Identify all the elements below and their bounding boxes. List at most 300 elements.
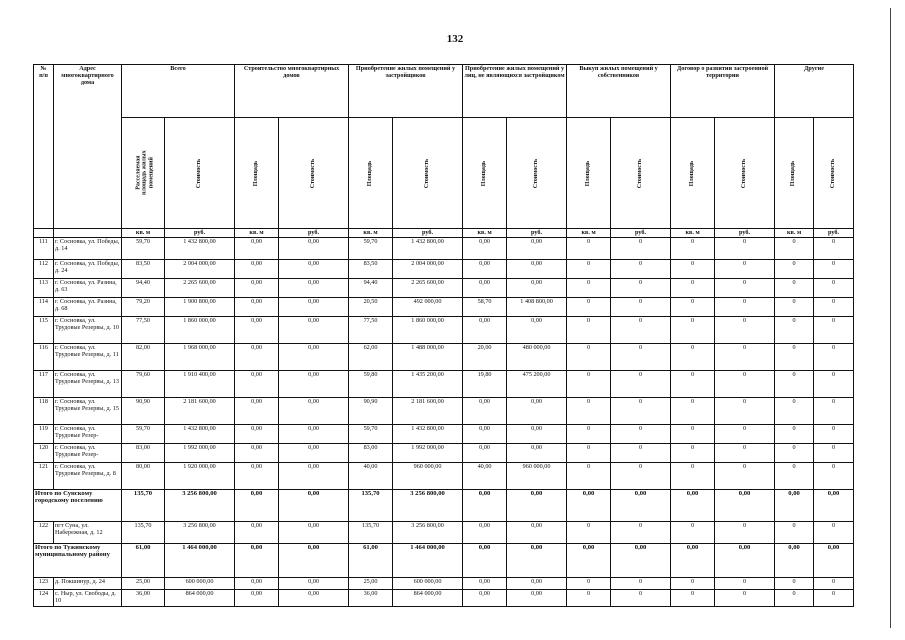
row-value: 0	[715, 444, 775, 463]
row-value: 59,80	[349, 371, 393, 398]
row-value: 0,00	[279, 398, 349, 425]
unit-area: кв. м	[671, 229, 715, 238]
row-value: 0	[715, 463, 775, 490]
row-value: 0,00	[567, 544, 611, 578]
row-value: 0	[611, 317, 671, 344]
row-number: 117	[34, 371, 54, 398]
row-value: 20,00	[463, 344, 507, 371]
row-value: 25,00	[349, 578, 393, 590]
header-row-groups	[34, 65, 854, 118]
row-value: 1 432 800,00	[393, 238, 463, 260]
row-value: 0,00	[279, 344, 349, 371]
row-value: 0	[611, 590, 671, 607]
row-address: г. Сосновка, ул. Трудовые Резер-	[54, 444, 122, 463]
row-address: пгт Суна, ул. Набережная, д. 12	[54, 522, 122, 544]
row-value: 0,00	[279, 279, 349, 298]
row-value: 1 860 000,00	[165, 317, 235, 344]
table-row	[34, 590, 854, 607]
row-value: 0,00	[235, 578, 279, 590]
row-value: 3 256 800,00	[393, 522, 463, 544]
row-value: 0,00	[463, 279, 507, 298]
row-value: 0	[715, 344, 775, 371]
header-group-construction: Строительство многоквартирных домов	[235, 65, 349, 118]
row-value: 960 000,00	[507, 463, 567, 490]
row-value: 0,00	[567, 490, 611, 522]
table-row	[34, 260, 854, 279]
row-address: г. Сосновка, ул. Победы, д. 24	[54, 260, 122, 279]
row-value: 135,70	[349, 522, 393, 544]
row-value: 135,70	[349, 490, 393, 522]
row-value: 0	[611, 463, 671, 490]
row-value: 0	[715, 578, 775, 590]
row-value: 0	[567, 398, 611, 425]
row-value: 0,00	[235, 260, 279, 279]
row-value: 79,60	[122, 371, 165, 398]
unit-area: кв. м	[122, 229, 165, 238]
row-number: 115	[34, 317, 54, 344]
housing-resettlement-table	[33, 64, 854, 607]
unit-area: кв. м	[349, 229, 393, 238]
unit-area: кв. м	[235, 229, 279, 238]
table-row	[34, 279, 854, 298]
header-group-total: Всего	[122, 65, 235, 118]
row-value: 0	[775, 317, 814, 344]
row-value: 83,50	[122, 260, 165, 279]
row-value: 135,70	[122, 522, 165, 544]
row-value: 864 000,00	[393, 590, 463, 607]
row-address: г. Сосновка, ул. Трудовые Резервы, д. 8	[54, 463, 122, 490]
row-value: 0	[715, 298, 775, 317]
row-value: 0	[567, 444, 611, 463]
row-number: 123	[34, 578, 54, 590]
row-address: с. Ныр, ул. Свободы, д. 10	[54, 590, 122, 607]
header-sub-area: Площадь	[671, 118, 715, 229]
row-value: 36,00	[122, 590, 165, 607]
table-body	[34, 238, 854, 607]
unit-area: кв. м	[775, 229, 814, 238]
row-value: 0	[814, 522, 854, 544]
row-value: 0,00	[279, 317, 349, 344]
row-value: 0,00	[507, 425, 567, 444]
row-value: 0	[567, 578, 611, 590]
row-value: 0,00	[671, 544, 715, 578]
row-value: 2 181 600,00	[165, 398, 235, 425]
row-address: г. Сосновка, ул. Трудовые Резервы, д. 15	[54, 398, 122, 425]
row-value: 94,40	[122, 279, 165, 298]
row-value: 0,00	[507, 522, 567, 544]
row-value: 62,00	[349, 344, 393, 371]
row-value: 3 256 800,00	[393, 490, 463, 522]
row-value: 77,50	[122, 317, 165, 344]
row-value: 83,00	[349, 444, 393, 463]
row-value: 1 432 800,00	[165, 238, 235, 260]
header-sub-cost: Стоимость	[393, 118, 463, 229]
row-number: 121	[34, 463, 54, 490]
row-value: 0	[671, 238, 715, 260]
row-value: 83,50	[349, 260, 393, 279]
header-sub-cost: Стоимость	[814, 118, 854, 229]
row-value: 0	[775, 279, 814, 298]
row-value: 0,00	[775, 544, 814, 578]
row-value: 0	[671, 298, 715, 317]
row-value: 0,00	[235, 522, 279, 544]
row-value: 0,00	[463, 238, 507, 260]
table-row	[34, 578, 854, 590]
row-value: 1 464 000,00	[393, 544, 463, 578]
row-value: 1 920 000,00	[165, 463, 235, 490]
row-value: 0	[567, 238, 611, 260]
row-value: 0,00	[279, 490, 349, 522]
row-value: 0,00	[235, 544, 279, 578]
row-value: 0,00	[463, 425, 507, 444]
row-value: 0	[567, 279, 611, 298]
row-value: 40,00	[463, 463, 507, 490]
row-value: 0	[611, 371, 671, 398]
row-value: 0,00	[611, 490, 671, 522]
row-value: 0,00	[463, 544, 507, 578]
row-number: 124	[34, 590, 54, 607]
row-value: 0,00	[507, 279, 567, 298]
row-value: 0	[671, 425, 715, 444]
row-value: 0	[671, 317, 715, 344]
row-value: 0	[611, 260, 671, 279]
unit-cost: руб.	[393, 229, 463, 238]
row-value: 0,00	[671, 490, 715, 522]
row-value: 0	[567, 590, 611, 607]
row-value: 0	[715, 425, 775, 444]
row-value: 0,00	[507, 444, 567, 463]
row-value: 0,00	[814, 544, 854, 578]
row-value: 0,00	[235, 344, 279, 371]
header-sub-cost: Стоимость	[165, 118, 235, 229]
table-row	[34, 522, 854, 544]
row-value: 135,70	[122, 490, 165, 522]
row-value: 0,00	[235, 238, 279, 260]
row-value: 0,00	[279, 578, 349, 590]
row-value: 1 488 000,00	[393, 344, 463, 371]
row-value: 0,00	[279, 238, 349, 260]
header-sub-cost: Стоимость	[715, 118, 775, 229]
row-value: 0	[671, 371, 715, 398]
table-row	[34, 298, 854, 317]
row-value: 0,00	[235, 463, 279, 490]
row-value: 0	[814, 260, 854, 279]
row-value: 0,00	[463, 317, 507, 344]
row-value: 0	[671, 578, 715, 590]
row-number: 113	[34, 279, 54, 298]
row-value: 0,00	[279, 444, 349, 463]
row-value: 600 000,00	[165, 578, 235, 590]
row-value: 0,00	[235, 298, 279, 317]
unit-cost: руб.	[165, 229, 235, 238]
row-value: 0	[814, 425, 854, 444]
row-value: 0	[611, 238, 671, 260]
row-value: 1 860 000,00	[393, 317, 463, 344]
row-value: 1 435 200,00	[393, 371, 463, 398]
unit-cost: руб.	[611, 229, 671, 238]
header-sub-area: Площадь	[235, 118, 279, 229]
row-value: 0,00	[463, 522, 507, 544]
header-sub-area: Площадь	[775, 118, 814, 229]
row-value: 1 432 800,00	[165, 425, 235, 444]
row-number: 112	[34, 260, 54, 279]
row-value: 0,00	[507, 398, 567, 425]
row-value: 59,70	[122, 425, 165, 444]
row-address: г. Сосновка, ул. Трудовые Резервы, д. 13	[54, 371, 122, 398]
subtotal-label: Итого по Тужинскому муниципальному району	[34, 544, 122, 578]
row-value: 0	[814, 298, 854, 317]
table-row	[34, 238, 854, 260]
unit-area: кв. м	[463, 229, 507, 238]
row-value: 0	[611, 398, 671, 425]
row-address: г. Сосновка, ул. Разина, д. 63	[54, 279, 122, 298]
row-number: 114	[34, 298, 54, 317]
row-value: 0	[715, 260, 775, 279]
row-value: 0	[814, 344, 854, 371]
table-row	[34, 398, 854, 425]
row-address: г. Сосновка, ул. Трудовые Резервы, д. 10	[54, 317, 122, 344]
row-value: 0	[671, 398, 715, 425]
row-value: 0	[567, 260, 611, 279]
table-row	[34, 317, 854, 344]
row-value: 1 968 000,00	[165, 344, 235, 371]
row-value: 0	[775, 425, 814, 444]
row-value: 0,00	[715, 544, 775, 578]
row-value: 0	[611, 425, 671, 444]
row-number: 116	[34, 344, 54, 371]
header-sub-area: Площадь	[463, 118, 507, 229]
row-value: 0	[715, 590, 775, 607]
row-value: 0,00	[463, 490, 507, 522]
row-value: 0,00	[279, 463, 349, 490]
row-value: 0	[775, 522, 814, 544]
row-value: 0,00	[507, 238, 567, 260]
row-value: 1 992 000,00	[393, 444, 463, 463]
row-value: 59,70	[122, 238, 165, 260]
row-value: 0	[611, 279, 671, 298]
row-value: 2 265 600,00	[393, 279, 463, 298]
row-value: 480 000,00	[507, 344, 567, 371]
row-value: 0	[715, 238, 775, 260]
row-value: 0	[671, 444, 715, 463]
row-address: д. Покшинур, д. 24	[54, 578, 122, 590]
row-value: 0	[814, 238, 854, 260]
row-value: 0	[567, 425, 611, 444]
row-value: 0	[814, 590, 854, 607]
row-value: 0	[814, 317, 854, 344]
header-sub-area: Площадь	[349, 118, 393, 229]
row-address: г. Сосновка, ул. Разина, д. 68	[54, 298, 122, 317]
row-value: 0	[775, 298, 814, 317]
row-value: 90,90	[349, 398, 393, 425]
row-value: 0	[775, 463, 814, 490]
row-value: 0	[567, 463, 611, 490]
row-value: 0	[611, 298, 671, 317]
row-value: 40,00	[349, 463, 393, 490]
row-address: г. Сосновка, ул. Трудовые Резервы, д. 11	[54, 344, 122, 371]
row-value: 2 181 600,00	[393, 398, 463, 425]
row-value: 1 408 800,00	[507, 298, 567, 317]
header-sub-cost: Стоимость	[507, 118, 567, 229]
row-value: 61,00	[349, 544, 393, 578]
row-value: 0,00	[279, 425, 349, 444]
row-value: 82,00	[122, 344, 165, 371]
row-value: 77,50	[349, 317, 393, 344]
row-address: г. Сосновка, ул. Трудовые Резер-	[54, 425, 122, 444]
subtotal-row	[34, 490, 854, 522]
row-value: 0,00	[235, 317, 279, 344]
header-group-non-developers: Приобретение жилых помещений у лиц, не являющихся застройщиком	[463, 65, 567, 118]
row-value: 36,00	[349, 590, 393, 607]
row-value: 0	[611, 444, 671, 463]
row-value: 0	[715, 279, 775, 298]
row-value: 0	[671, 260, 715, 279]
row-number: 120	[34, 444, 54, 463]
row-value: 0	[671, 463, 715, 490]
row-value: 1 992 000,00	[165, 444, 235, 463]
row-value: 864 000,00	[165, 590, 235, 607]
row-value: 0,00	[507, 578, 567, 590]
unit-area: кв. м	[567, 229, 611, 238]
row-value: 0,00	[235, 371, 279, 398]
row-value: 3 256 800,00	[165, 522, 235, 544]
row-value: 3 256 800,00	[165, 490, 235, 522]
row-value: 0,00	[463, 590, 507, 607]
row-value: 0,00	[279, 298, 349, 317]
row-value: 0	[775, 578, 814, 590]
row-value: 0,00	[814, 490, 854, 522]
row-value: 0	[611, 344, 671, 371]
row-value: 0	[775, 371, 814, 398]
row-value: 0,00	[715, 490, 775, 522]
row-value: 20,50	[349, 298, 393, 317]
table-row	[34, 444, 854, 463]
row-value: 59,70	[349, 425, 393, 444]
row-value: 0	[814, 578, 854, 590]
row-value: 0	[611, 522, 671, 544]
header-group-territory: Договор о развитии застроенной территории	[671, 65, 775, 118]
row-number: 118	[34, 398, 54, 425]
header-row-subcolumns	[34, 118, 854, 229]
row-value: 0	[715, 317, 775, 344]
header-sub-area: Площадь	[567, 118, 611, 229]
row-value: 19,80	[463, 371, 507, 398]
row-value: 600 000,00	[393, 578, 463, 590]
row-value: 2 004 000,00	[165, 260, 235, 279]
header-sub-cost: Стоимость	[279, 118, 349, 229]
header-sub-area-total: Расселяемая площадь жилых помещений	[122, 118, 165, 229]
row-value: 0	[715, 522, 775, 544]
row-value: 80,00	[122, 463, 165, 490]
row-value: 0	[567, 522, 611, 544]
row-value: 1 900 800,00	[165, 298, 235, 317]
row-value: 0	[671, 590, 715, 607]
row-value: 0,00	[279, 590, 349, 607]
row-value: 0	[671, 522, 715, 544]
row-value: 0	[775, 444, 814, 463]
unit-cost: руб.	[814, 229, 854, 238]
row-value: 0	[567, 317, 611, 344]
row-value: 2 004 000,00	[393, 260, 463, 279]
row-value: 2 265 600,00	[165, 279, 235, 298]
row-value: 61,00	[122, 544, 165, 578]
row-value: 0,00	[507, 490, 567, 522]
row-value: 0,00	[775, 490, 814, 522]
row-value: 0,00	[235, 279, 279, 298]
row-value: 475 200,00	[507, 371, 567, 398]
row-number: 119	[34, 425, 54, 444]
row-value: 0,00	[235, 398, 279, 425]
table-row	[34, 371, 854, 398]
row-value: 0,00	[235, 444, 279, 463]
unit-cost: руб.	[715, 229, 775, 238]
row-value: 0,00	[235, 425, 279, 444]
row-value: 492 000,00	[393, 298, 463, 317]
row-value: 0,00	[279, 371, 349, 398]
row-value: 0,00	[463, 444, 507, 463]
subtotal-row	[34, 544, 854, 578]
row-value: 0,00	[463, 260, 507, 279]
row-value: 0	[775, 590, 814, 607]
row-value: 0,00	[463, 398, 507, 425]
row-value: 0,00	[507, 317, 567, 344]
page-number: 132	[446, 33, 464, 45]
row-value: 0	[775, 398, 814, 425]
row-value: 0	[671, 279, 715, 298]
row-value: 94,40	[349, 279, 393, 298]
row-number: 111	[34, 238, 54, 260]
header-units-row	[34, 229, 854, 238]
row-value: 83,00	[122, 444, 165, 463]
row-value: 0	[715, 371, 775, 398]
row-value: 25,00	[122, 578, 165, 590]
row-value: 0,00	[507, 590, 567, 607]
row-value: 0	[775, 238, 814, 260]
row-value: 0,00	[463, 578, 507, 590]
row-value: 0,00	[279, 522, 349, 544]
header-sub-cost: Стоимость	[611, 118, 671, 229]
header-group-buyout: Выкуп жилых помещений у собственников	[567, 65, 671, 118]
row-value: 0,00	[235, 490, 279, 522]
row-value: 1 910 400,00	[165, 371, 235, 398]
row-value: 59,70	[349, 238, 393, 260]
row-value: 0	[775, 260, 814, 279]
row-value: 960 000,00	[393, 463, 463, 490]
row-value: 90,90	[122, 398, 165, 425]
header-group-other: Другие	[775, 65, 854, 118]
row-value: 1 464 000,00	[165, 544, 235, 578]
row-value: 0	[814, 444, 854, 463]
row-value: 0,00	[611, 544, 671, 578]
table-row	[34, 463, 854, 490]
header-address: Адрес многоквартирного дома	[54, 65, 122, 229]
unit-cost: руб.	[507, 229, 567, 238]
row-value: 0,00	[235, 590, 279, 607]
row-value: 1 432 800,00	[393, 425, 463, 444]
row-value: 0	[671, 344, 715, 371]
table-row	[34, 344, 854, 371]
row-value: 0	[814, 463, 854, 490]
row-value: 0,00	[507, 260, 567, 279]
row-value: 0	[775, 344, 814, 371]
row-value: 0,00	[507, 544, 567, 578]
row-value: 0	[814, 279, 854, 298]
row-value: 0,00	[279, 260, 349, 279]
row-value: 0	[611, 578, 671, 590]
row-value: 58,70	[463, 298, 507, 317]
row-value: 0	[567, 371, 611, 398]
row-address: г. Сосновка, ул. Победы, д. 14	[54, 238, 122, 260]
